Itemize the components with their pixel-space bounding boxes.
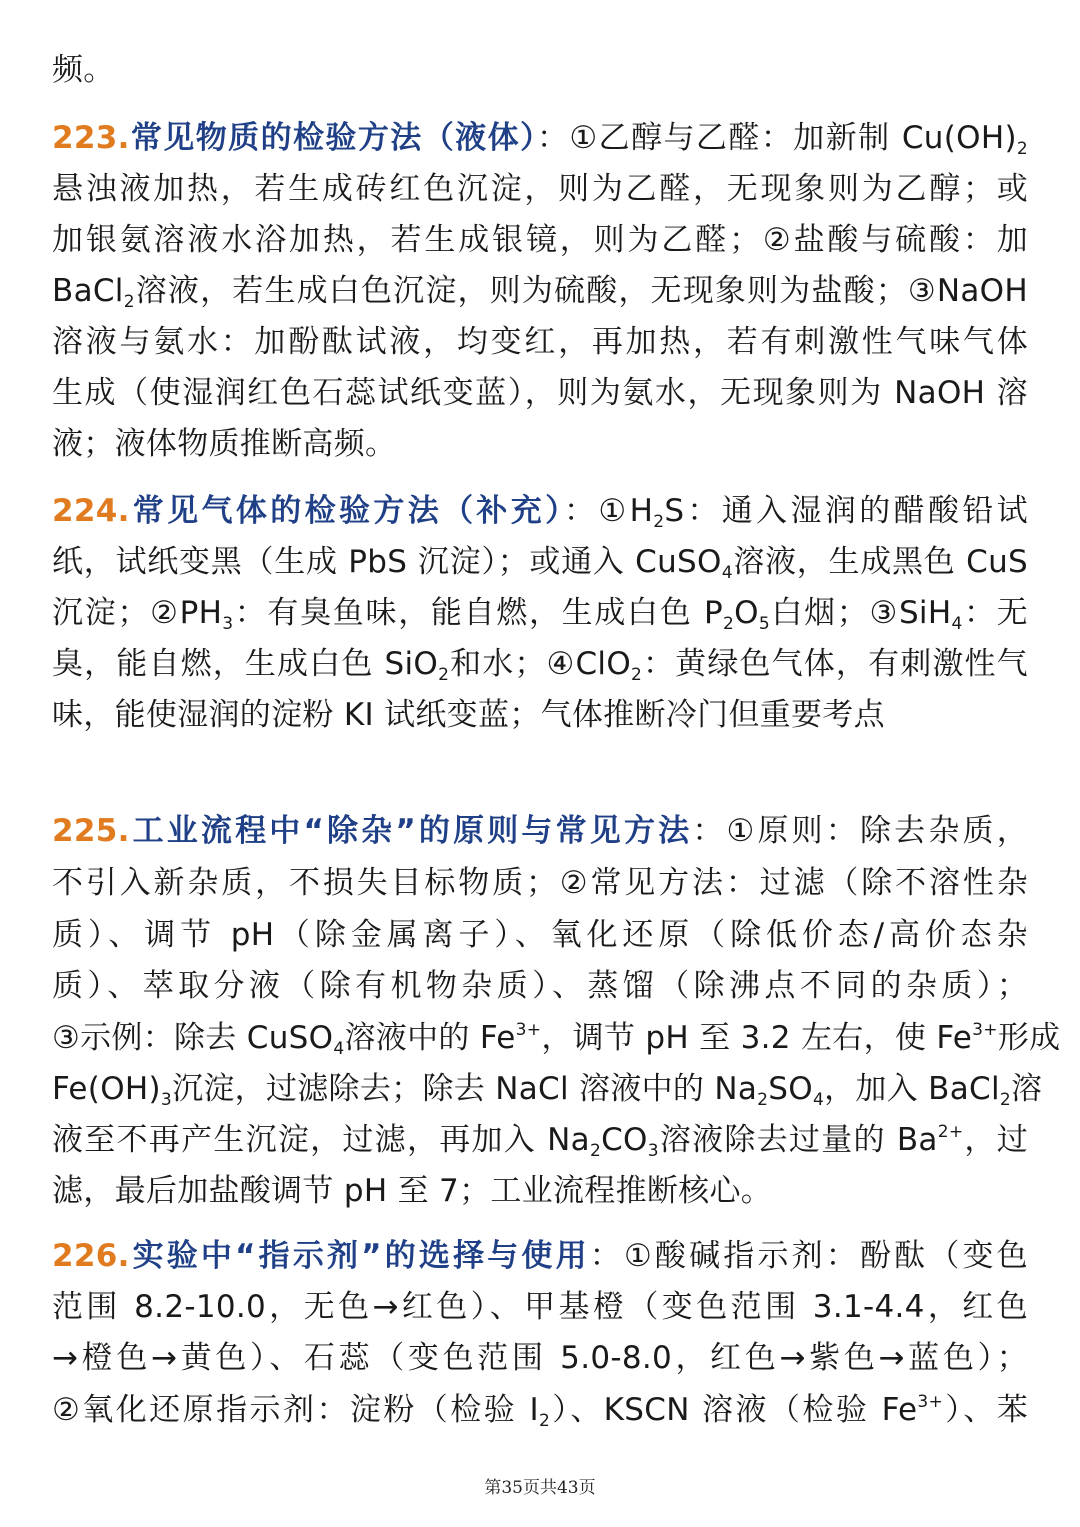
text-line: 频。 (52, 52, 115, 88)
text-line: 沉淀；$②PH_3$：有臭鱼味，能自燃，生成白色 $P_2O_5$白烟；③SiH$_4$：无 (52, 595, 1028, 634)
item-number: 225. (52, 813, 130, 849)
text-line: BaCl$_2$溶液，若生成白色沉淀，则为硫酸，无现象则为盐酸；③NaOH (52, 273, 1028, 312)
text-line: 滤，最后加盐酸调节 pH 至 7；工业流程推断核心。 (52, 1173, 773, 1209)
text-line: 悬浊液加热，若生成砖红色沉淀，则为乙醛，无现象则为乙醇；或 (52, 171, 1028, 207)
text-line: 质）、萃取分液（除有机物杂质）、蒸馏（除沸点不同的杂质）； (52, 968, 1028, 1004)
page-footer: 第35页共43页 (484, 1478, 596, 1498)
text-line: 味，能使湿润的淀粉 KI 试纸变蓝；气体推断冷门但重要考点 (52, 697, 885, 733)
text-line: 溶液与氨水：加酚酞试液，均变红，再加热，若有刺激性气味气体 (52, 324, 1028, 360)
item-title: 工业流程中“除杂”的原则与常见方法 (129, 813, 693, 849)
text-line: 液至不再产生沉淀，过滤，再加入 $Na_2CO_3$溶液除去过量的 $Ba^{2+}$，过 (52, 1122, 1028, 1161)
item-225-heading: 225.工业流程中“除杂”的原则与常见方法：①原则：除去杂质， (52, 813, 1028, 849)
item-title: 常见气体的检验方法（补充） (129, 493, 565, 529)
item-number: 224. (52, 493, 130, 529)
text-line: $Fe(OH)_3$沉淀，过滤除去；除去 NaCl 溶液中的 $Na_2SO_4$，加入 BaCl$_2$溶 (52, 1071, 1043, 1110)
item-title: 常见物质的检验方法（液体） (129, 120, 537, 156)
text-line: 纸，试纸变黑（生成 PbS 沉淀）；或通入 CuSO$_4$溶液，生成黑色 CuS (52, 544, 1029, 583)
text-line: 液；液体物质推断高频。 (52, 426, 397, 462)
item-number: 226. (52, 1238, 130, 1274)
text-line: 范围 8.2-10.0，无色→红色）、甲基橙（变色范围 3.1-4.4，红色 (52, 1289, 1028, 1325)
item-223-heading: 223.常见物质的检验方法（液体）：①乙醇与乙醛：加新制 $Cu(OH)_2$ (52, 120, 1028, 159)
item-224-heading: 224.常见气体的检验方法（补充）：$①H_2S$：通入湿润的醋酸铅试 (52, 493, 1028, 532)
text-line: ③示例：除去 CuSO$_4$溶液中的 $Fe^{3+}$，调节 pH 至 3.2 左右，使 $Fe^{3+}$形成 (52, 1020, 1061, 1059)
item-number: 223. (52, 120, 130, 156)
text-line: 生成（使湿润红色石蕊试纸变蓝），则为氨水，无现象则为 NaOH 溶 (52, 375, 1028, 411)
text-line: 不引入新杂质，不损失目标物质；②常见方法：过滤（除不溶性杂 (52, 865, 1028, 901)
item-title: 实验中“指示剂”的选择与使用 (129, 1238, 590, 1274)
text-line: ②氧化还原指示剂：淀粉（检验 $I_2$）、KSCN 溶液（检验 $Fe^{3+}$）、苯 (52, 1392, 1028, 1431)
text-line: 质）、调节 pH（除金属离子）、氧化还原（除低价态/高价态杂 (52, 917, 1028, 953)
item-226-heading: 226.实验中“指示剂”的选择与使用：①酸碱指示剂：酚酞（变色 (52, 1238, 1028, 1274)
text-line: 加银氨溶液水浴加热，若生成银镜，则为乙醛；②盐酸与硫酸：加 (52, 222, 1028, 258)
text-line: →橙色→黄色）、石蕊（变色范围 5.0-8.0，红色→紫色→蓝色）； (52, 1340, 1028, 1376)
text-line: 臭，能自燃，生成白色 SiO$_2$和水；④ClO$_2$：黄绿色气体，有刺激性气 (52, 646, 1028, 685)
